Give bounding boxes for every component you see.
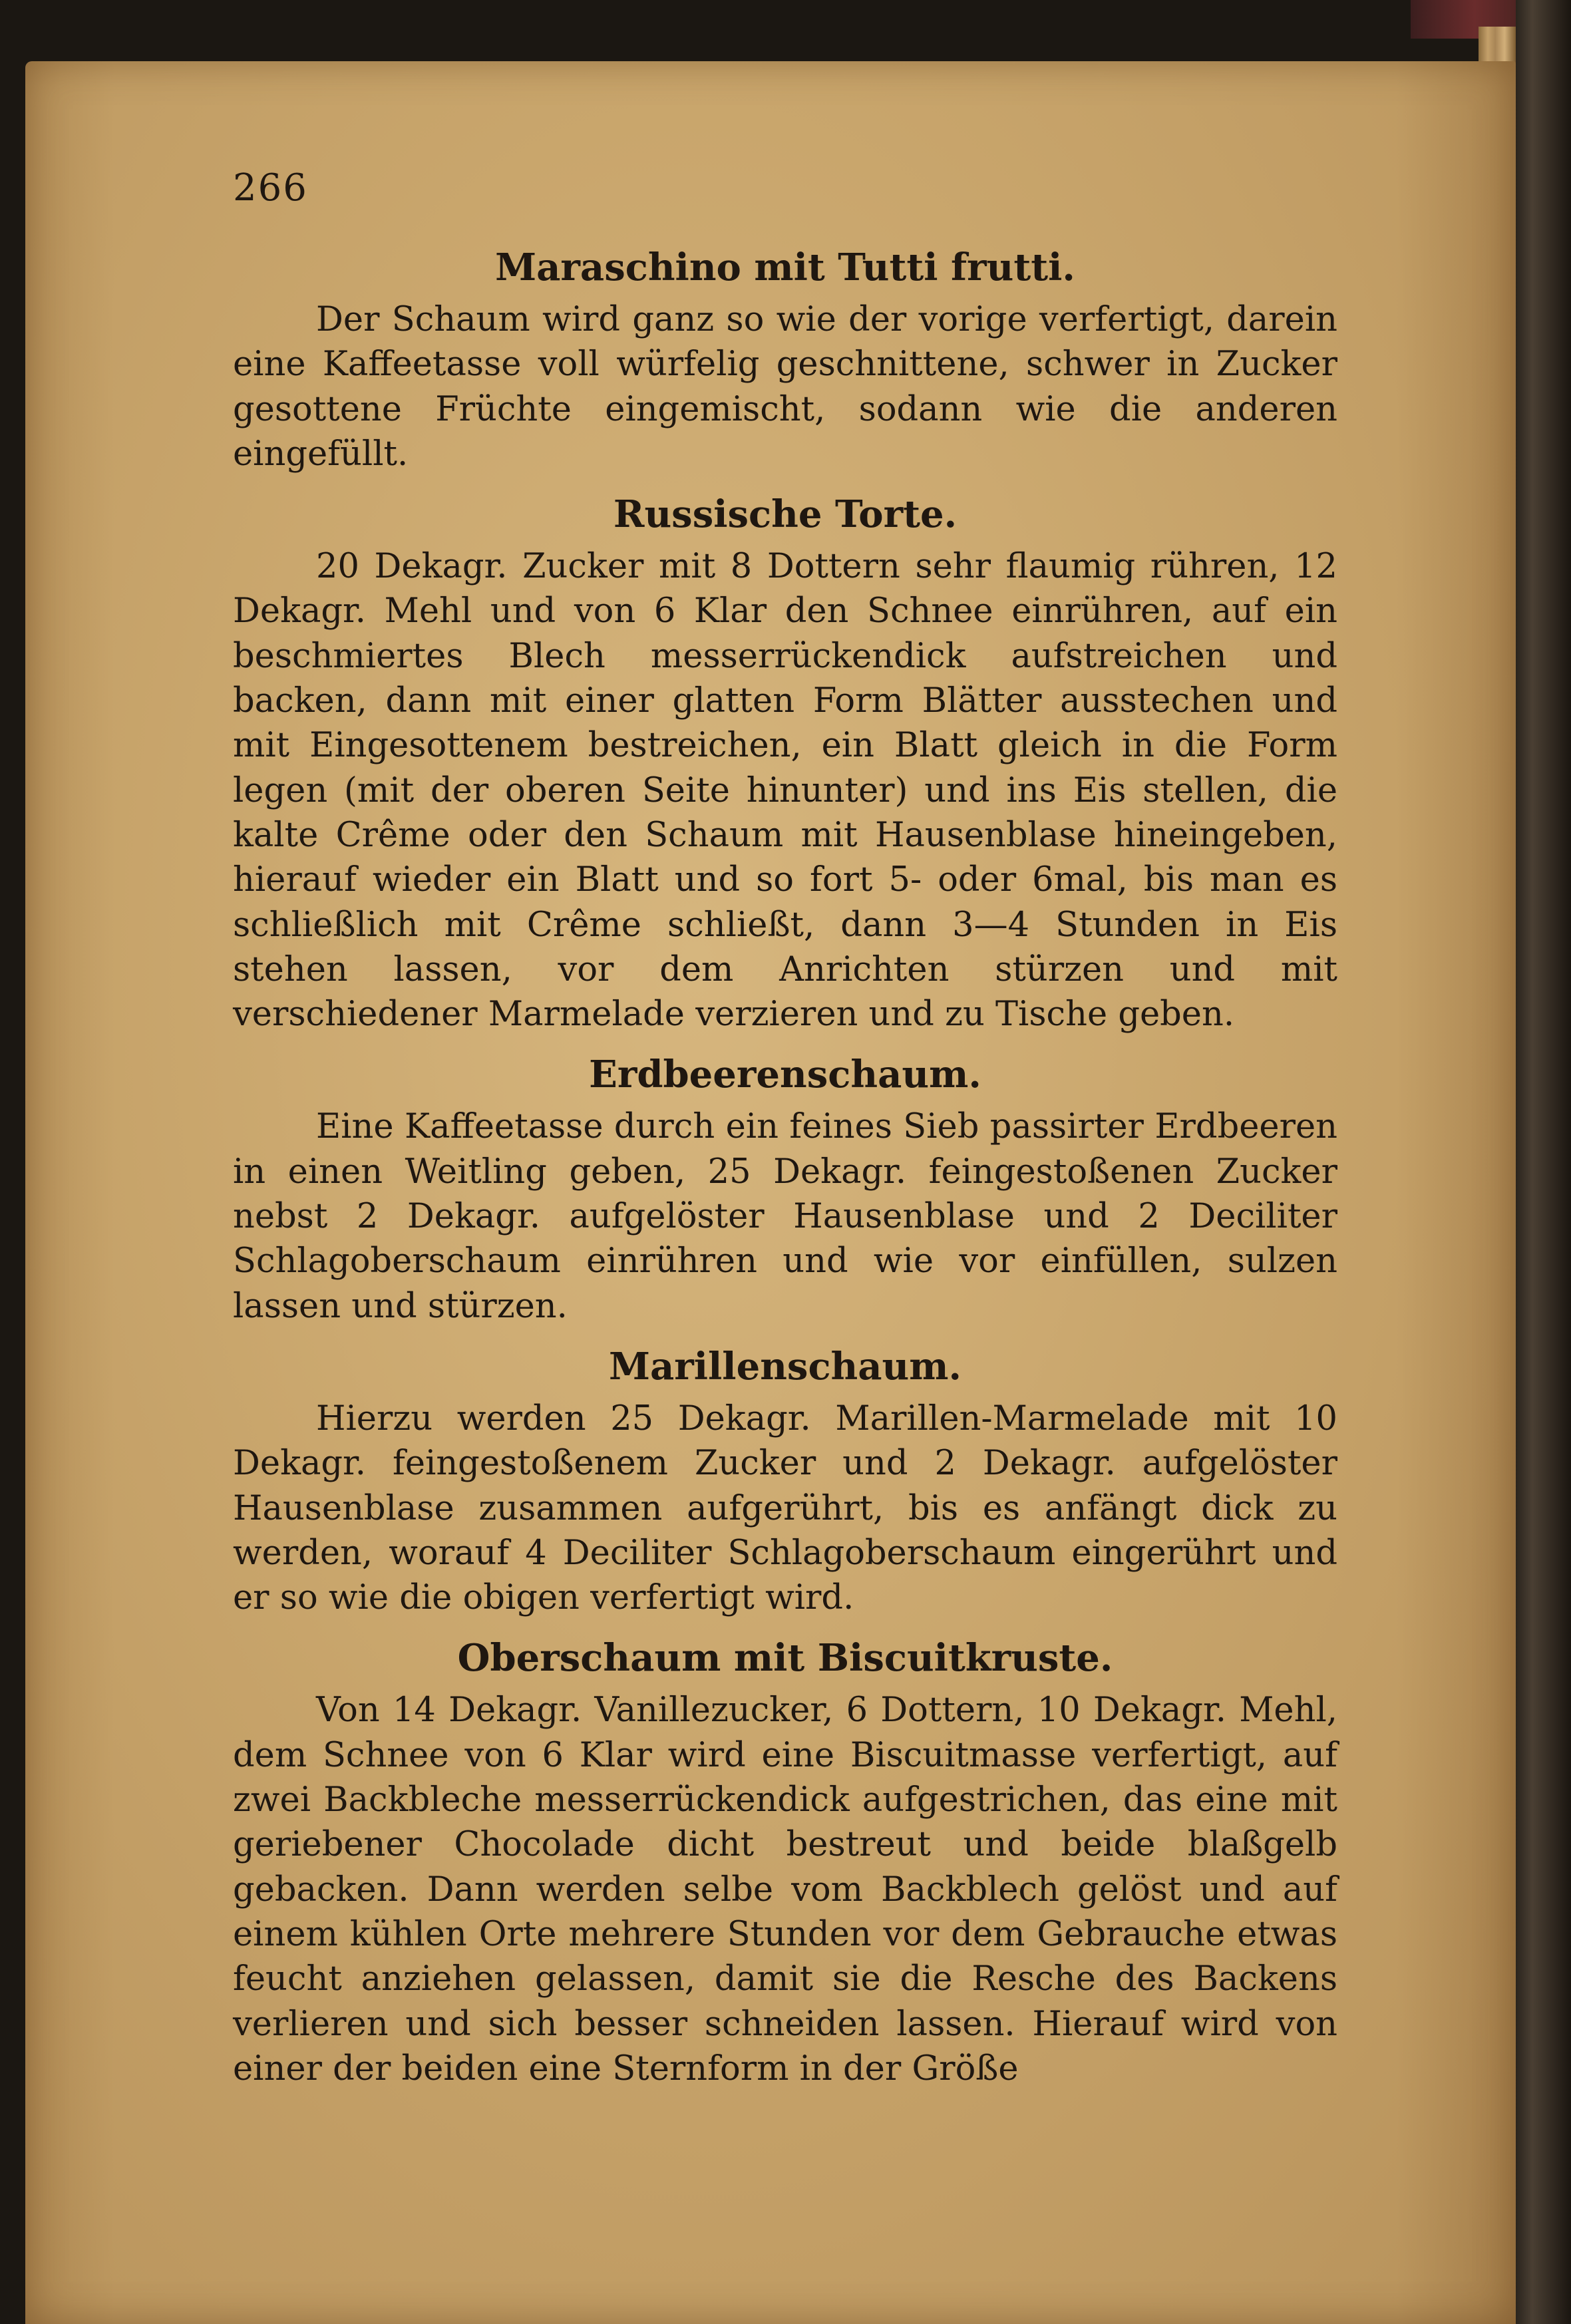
recipe-text: 20 Dekagr. Zucker mit 8 Dottern sehr flaumig rühren, 12 Dekagr. Mehl und von 6 Klar den Schnee einrühren, auf ein beschmiertes Blech messerrückendick aufstreichen und backen, dann mit einer glatten Form Blätter ausstechen und mit Eingesottenem bestreichen, ein Blatt gleich in die Form legen (mit der oberen Seite hinunter) und ins Eis stellen, die kalte Crême oder den Schaum mit Hausenblase hineingeben, hierauf wieder ein Blatt und so fort 5- oder 6mal, bis man es schließlich mit Crême schließt, dann 3—4 Stunden in Eis stehen lassen, vor dem Anrichten stürzen und mit verschiedener Marmelade verzieren und zu Tische geben.	[233, 547, 1337, 1035]
recipe-title: Erdbeerenschaum.	[589, 1053, 981, 1097]
recipe-section	[233, 1635, 1337, 2091]
recipe-text: Hierzu werden 25 Dekagr. Marillen-Marmelade mit 10 Dekagr. feingestoßenem Zucker und 2 Dekagr. aufgelöster Hausenblase zusammen aufgerührt, bis es anfängt dick zu werden, worauf 4 Deciliter Schlagoberschaum eingerührt und er so wie die obigen verfertigt wird.	[233, 1399, 1337, 1618]
recipe-title: Marillenschaum.	[608, 1344, 962, 1389]
recipe-text: Von 14 Dekagr. Vanillezucker, 6 Dottern, 10 Dekagr. Mehl, dem Schnee von 6 Klar wird eine Biscuitmasse verfertigt, auf zwei Backbleche messerrückendick aufgestrichen, das eine mit geriebener Chocolade dicht bestreut und beide blaßgelb gebacken. Dann werden selbe vom Backblech gelöst und auf einem kühlen Orte mehrere Stunden vor dem Gebrauche etwas feucht anziehen gelassen, damit sie die Resche des Backens verlieren und sich besser schneiden lassen. Hierauf wird von einer der beiden eine Sternform in der Größe	[233, 1691, 1337, 2088]
recipe-text: Der Schaum wird ganz so wie der vorige verfertigt, darein eine Kaffeetasse voll würfelig geschnittene, schwer in Zucker gesottene Früchte eingemischt, sodann wie die anderen eingefüllt.	[233, 300, 1337, 474]
recipe-title: Oberschaum mit Biscuitkruste.	[457, 1636, 1113, 1681]
recipe-section	[233, 1343, 1337, 1620]
recipe-section	[233, 1051, 1337, 1328]
recipe-section	[233, 244, 1337, 476]
recipe-title: Maraschino mit Tutti frutti.	[495, 246, 1075, 289]
book-binding	[1516, 0, 1571, 2324]
page-number: 266	[233, 166, 308, 210]
recipe-text: Eine Kaffeetasse durch ein feines Sieb passirter Erdbeeren in einen Weitling geben, 25 Dekagr. feingestoßenen Zucker nebst 2 Dekagr. aufgelöster Hausenblase und 2 Deciliter Schlagoberschaum einrühren und wie vor einfüllen, sulzen lassen und stürzen.	[233, 1107, 1337, 1326]
page-content	[233, 166, 1337, 2106]
recipe-title: Russische Torte.	[613, 492, 958, 537]
recipe-section	[233, 491, 1337, 1037]
